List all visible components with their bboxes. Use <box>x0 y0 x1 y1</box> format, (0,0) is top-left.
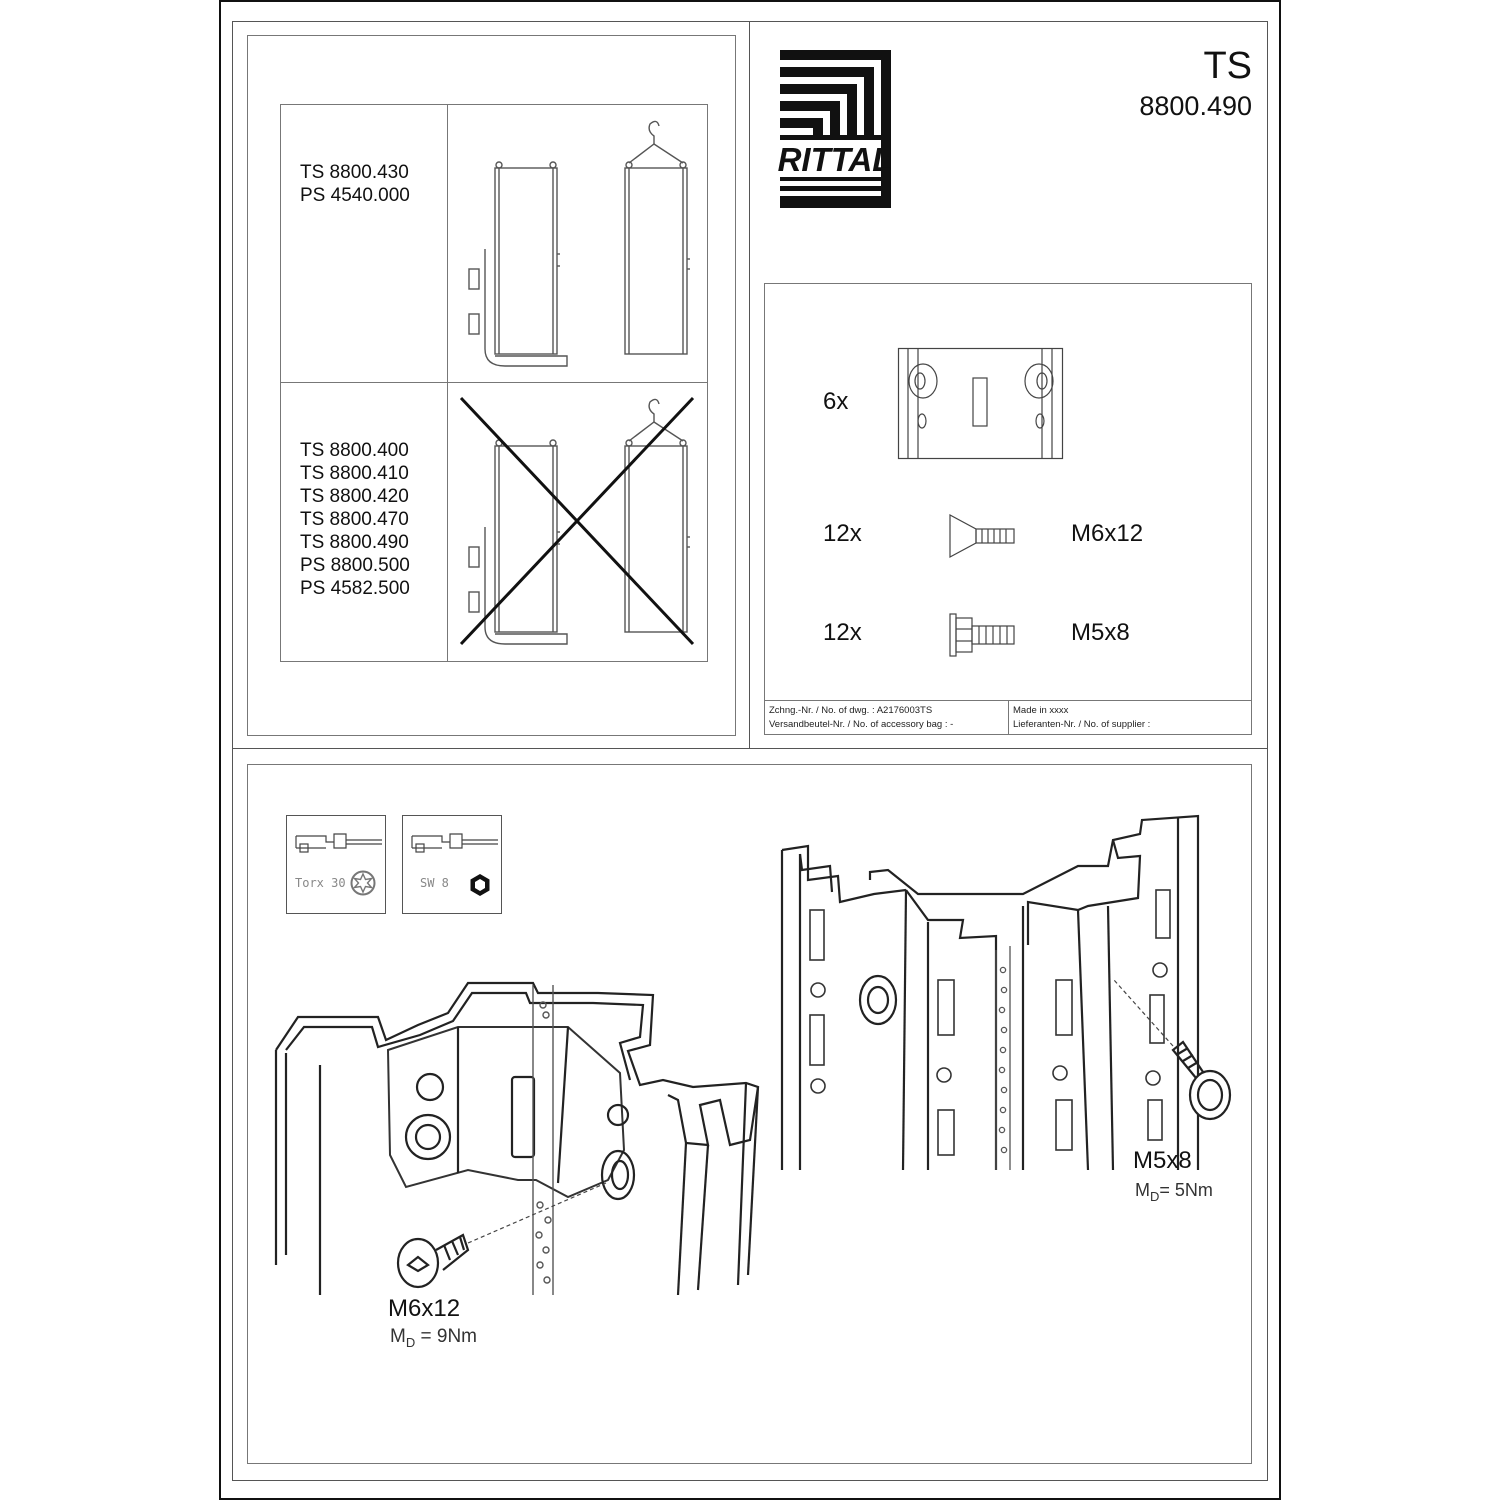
titleblock-divider <box>1008 700 1009 735</box>
part-qty: 12x <box>823 619 862 646</box>
torque-subscript: D <box>1150 1189 1160 1204</box>
countersunk-screw-icon <box>948 513 1018 559</box>
part-name: M6x12 <box>1071 520 1144 547</box>
tool-label: Torx 30 <box>295 876 346 890</box>
tool-label: SW 8 <box>420 876 449 890</box>
model-code: TS 8800.400 <box>300 440 409 461</box>
part-name: M5x8 <box>1071 619 1130 646</box>
torque-symbol: M <box>390 1326 406 1347</box>
model-code: TS 8800.410 <box>300 463 409 484</box>
torque-value: = 9Nm <box>415 1326 477 1347</box>
hex-socket-icon <box>467 872 493 898</box>
torque-label <box>390 1326 477 1350</box>
model-code: TS 8800.430 <box>300 162 409 183</box>
frame-section-right-illustration <box>778 810 1238 1175</box>
screw-size-label: M5x8 <box>1133 1147 1192 1174</box>
bracket-part-icon <box>898 348 1064 460</box>
wrench-icon <box>406 828 498 856</box>
cabinet-sketch-excluded <box>447 382 708 662</box>
model-code: PS 4582.500 <box>300 578 410 599</box>
series-title: TS <box>1203 45 1252 87</box>
part-qty: 12x <box>823 520 862 547</box>
accessory-bag-number: Versandbeutel-Nr. / No. of accessory bag : - <box>769 719 954 730</box>
torque-value: = 5Nm <box>1159 1180 1213 1200</box>
drawing-number: Zchng.-Nr. / No. of dwg. : A2176003TS <box>769 705 933 716</box>
frame-section-left-illustration <box>268 965 768 1310</box>
cabinet-sketch-allowed <box>447 104 708 382</box>
torque-symbol: M <box>1135 1180 1150 1200</box>
horizontal-divider <box>232 748 1268 749</box>
model-code: TS 8800.420 <box>300 486 409 507</box>
part-qty: 6x <box>823 388 849 415</box>
applicable-models-list <box>300 161 410 207</box>
svg-text:RITTAL: RITTAL <box>777 141 893 178</box>
flange-screw-icon <box>948 612 1018 658</box>
torque-subscript: D <box>405 1335 416 1350</box>
model-code: TS 8800.490 <box>300 532 409 553</box>
vertical-divider <box>749 21 750 748</box>
torx-icon <box>350 870 376 896</box>
rittal-logo <box>777 50 893 208</box>
article-number: 8800.490 <box>1139 91 1252 121</box>
wrench-icon <box>290 828 382 856</box>
screw-size-label: M6x12 <box>388 1295 461 1322</box>
model-code: PS 4540.000 <box>300 185 410 206</box>
excluded-models-list <box>300 439 410 600</box>
torque-label <box>1135 1180 1213 1204</box>
model-code: PS 8800.500 <box>300 555 410 576</box>
made-in: Made in xxxx <box>1013 705 1069 716</box>
model-code: TS 8800.470 <box>300 509 409 530</box>
supplier-number: Lieferanten-Nr. / No. of supplier : <box>1013 719 1151 730</box>
